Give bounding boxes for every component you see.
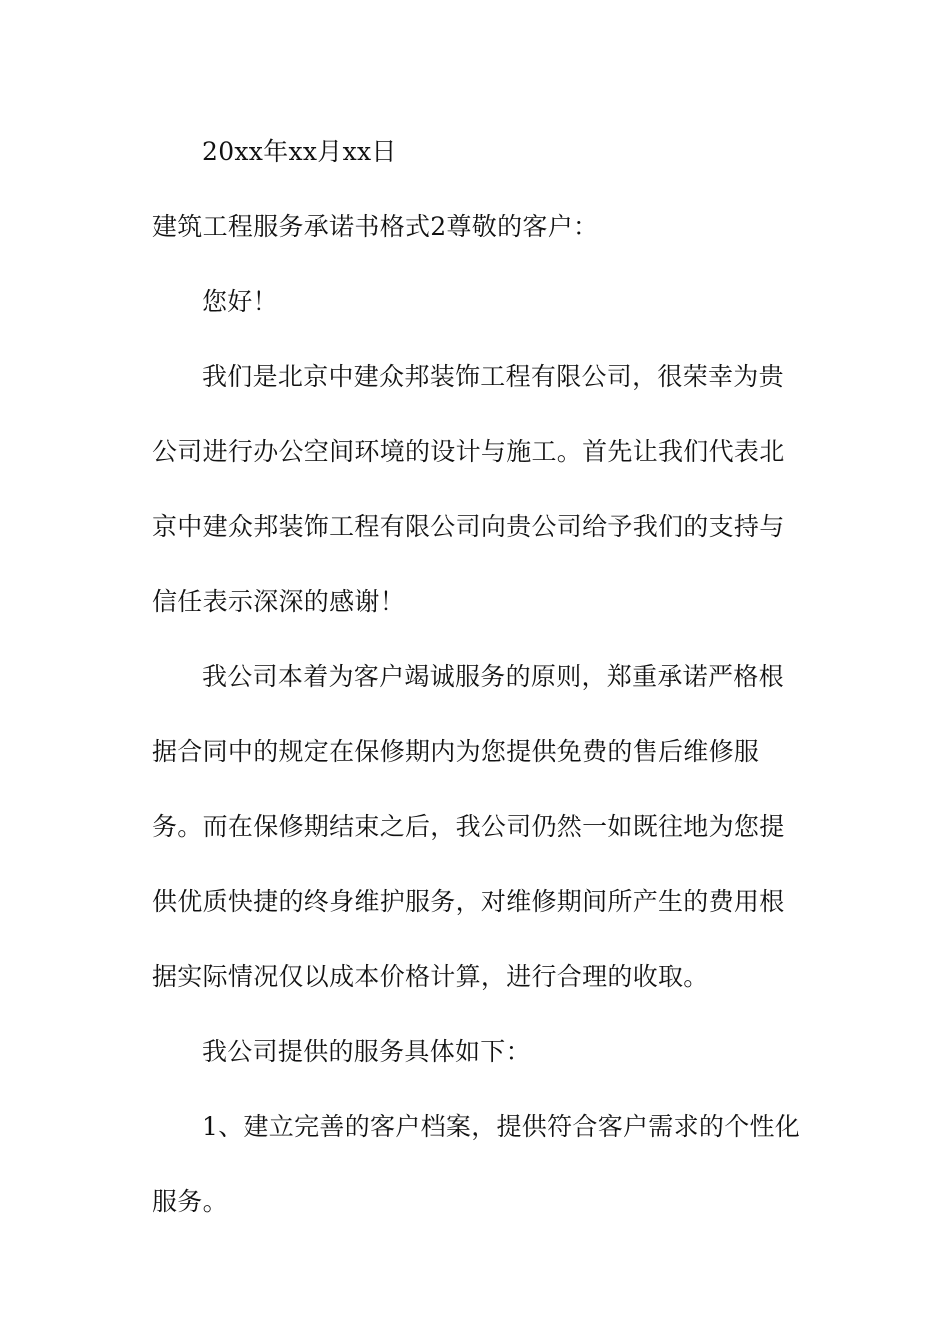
paragraph-2-line-4: 供优质快捷的终身维护服务，对维修期间所产生的费用根 <box>152 887 785 916</box>
paragraph-2-line-3: 务。而在保修期结束之后，我公司仍然一如既往地为您提 <box>152 812 785 841</box>
services-heading-line: 我公司提供的服务具体如下： <box>202 1037 531 1066</box>
paragraph-1-line-1: 我们是北京中建众邦装饰工程有限公司，很荣幸为贵 <box>202 362 784 391</box>
paragraph-2-line-5: 据实际情况仅以成本价格计算，进行合理的收取。 <box>152 962 709 991</box>
paragraph-1-line-2: 公司进行办公空间环境的设计与施工。首先让我们代表北 <box>152 437 785 466</box>
service-item-1-line-1: 1、建立完善的客户档案，提供符合客户需求的个性化 <box>202 1112 801 1141</box>
service-item-1-line-2: 服务。 <box>152 1187 228 1216</box>
paragraph-1-line-3: 京中建众邦装饰工程有限公司向贵公司给予我们的支持与 <box>152 512 785 541</box>
date-line: 20xx年xx月xx日 <box>202 137 397 166</box>
title-salutation-line: 建筑工程服务承诺书格式2尊敬的客户： <box>152 212 599 241</box>
paragraph-2-line-2: 据合同中的规定在保修期内为您提供免费的售后维修服 <box>152 737 760 766</box>
greeting-line: 您好！ <box>202 287 278 316</box>
paragraph-1-line-4: 信任表示深深的感谢！ <box>152 587 406 616</box>
paragraph-2-line-1: 我公司本着为客户竭诚服务的原则，郑重承诺严格根 <box>202 662 784 691</box>
